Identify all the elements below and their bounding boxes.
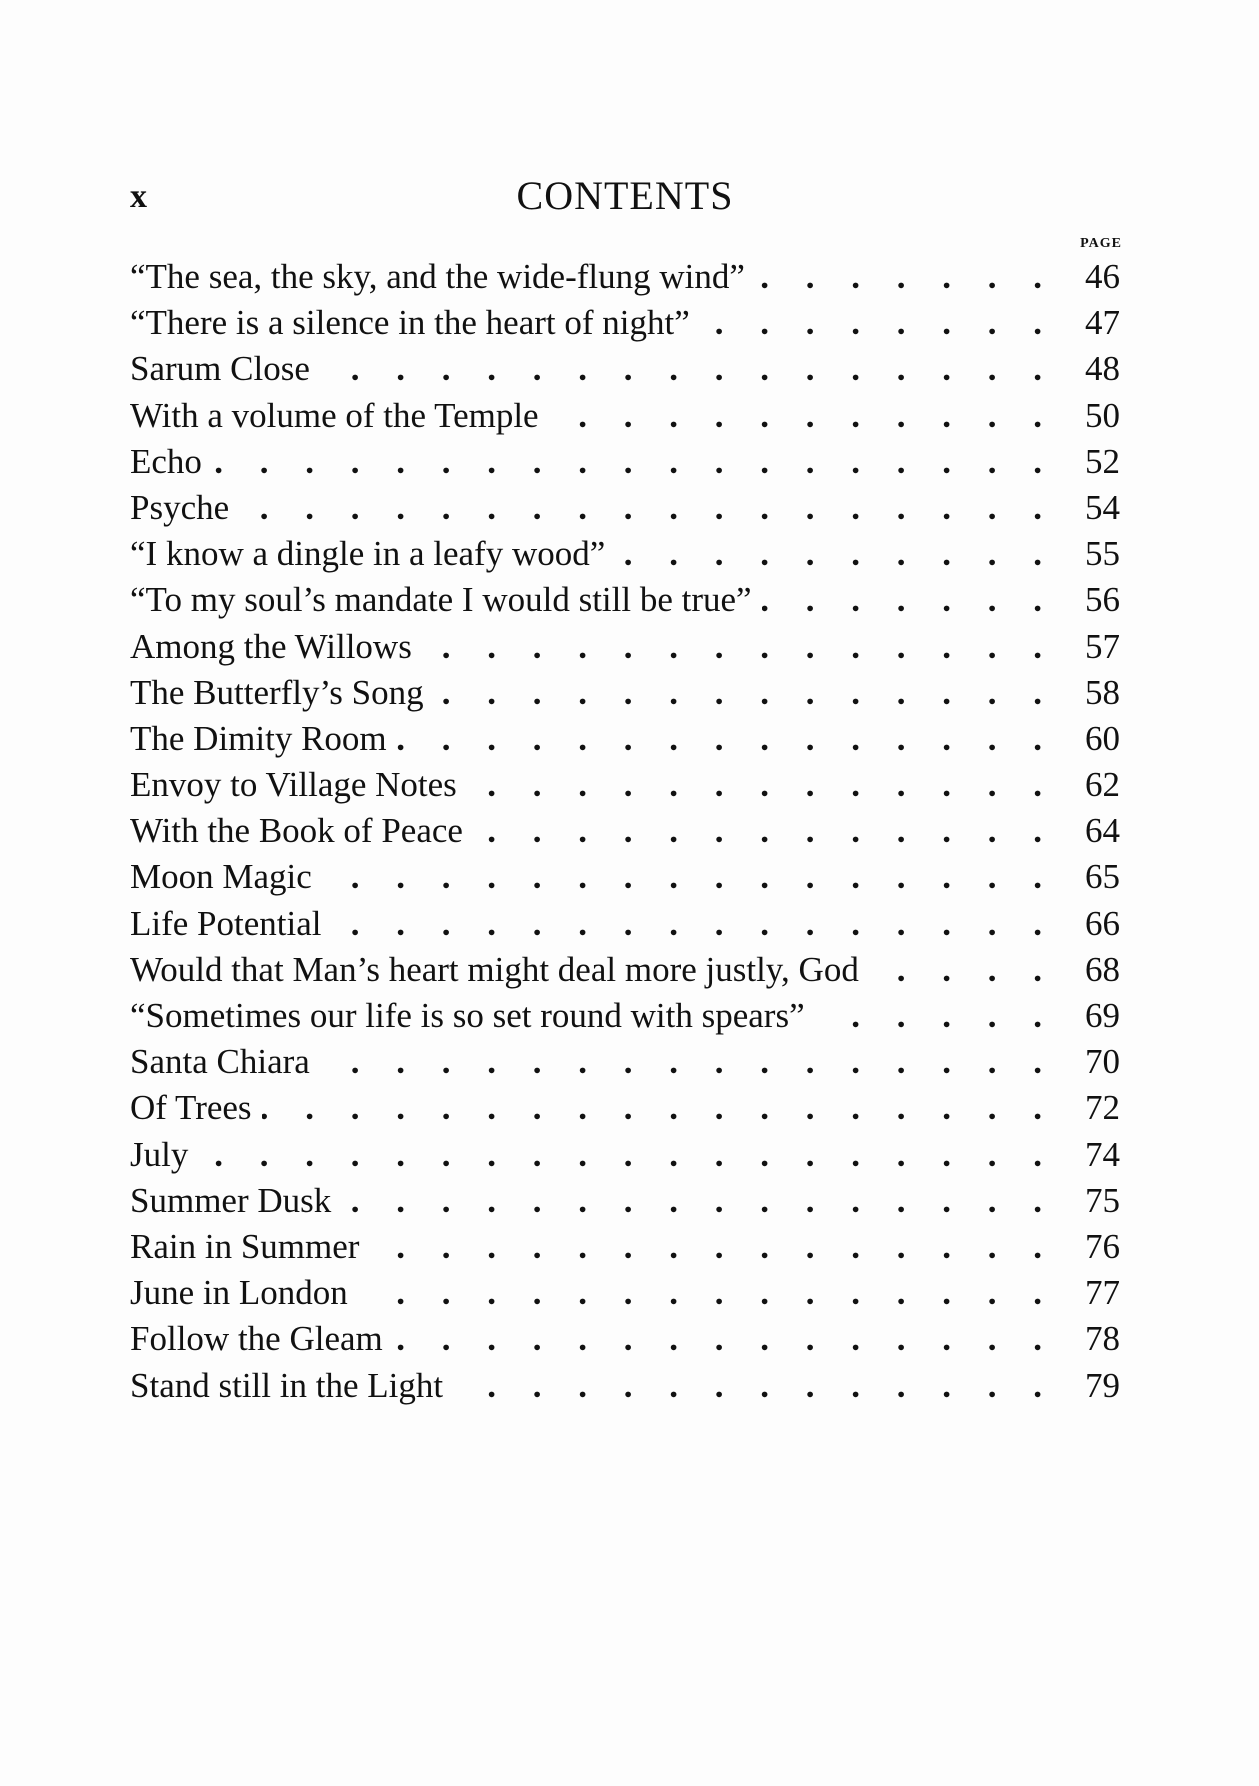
toc-entry-page: 64	[1085, 811, 1120, 851]
dot-leader	[320, 346, 1056, 392]
toc-entry-title: Echo	[130, 441, 202, 481]
toc-entry	[130, 670, 1120, 716]
toc-entry	[130, 439, 1120, 485]
toc-entry	[130, 393, 1120, 439]
dot-leader	[549, 393, 1056, 439]
toc-entry	[130, 1039, 1120, 1085]
dot-leader	[815, 993, 1056, 1039]
toc-entry-page: 66	[1085, 903, 1120, 943]
toc-entry-title: Psyche	[130, 487, 230, 527]
dot-leader	[341, 1178, 1056, 1224]
toc-entry-page: 78	[1085, 1319, 1120, 1359]
toc-entry-page: 68	[1085, 949, 1120, 989]
toc-entry	[130, 1085, 1120, 1131]
toc-entry-title: “I know a dingle in a leafy wood”	[130, 534, 606, 574]
toc-entry-page: 54	[1085, 487, 1120, 527]
table-of-contents	[130, 254, 1120, 1409]
toc-entry-title: Moon Magic	[130, 857, 312, 897]
toc-entry-page: 46	[1085, 257, 1120, 296]
dot-leader	[369, 1224, 1056, 1270]
toc-entry-title: Life Potential	[130, 903, 322, 943]
toc-entry-page: 60	[1085, 718, 1120, 758]
toc-entry-title: “There is a silence in the heart of night”	[130, 303, 690, 343]
dot-leader	[262, 1085, 1056, 1131]
dot-leader	[467, 762, 1056, 808]
toc-entry-page: 47	[1085, 303, 1120, 343]
toc-entry	[130, 346, 1120, 392]
toc-entry-page: 65	[1085, 857, 1120, 897]
toc-entry-title: Santa Chiara	[130, 1042, 310, 1082]
toc-entry	[130, 624, 1120, 670]
toc-entry-page: 62	[1085, 765, 1120, 805]
toc-entry-page: 58	[1085, 672, 1120, 712]
toc-entry-title: The Butterfly’s Song	[130, 672, 424, 712]
toc-entry-title: With a volume of the Temple	[130, 395, 539, 435]
toc-entry	[130, 577, 1120, 623]
dot-leader	[434, 670, 1056, 716]
toc-entry-title: Of Trees	[130, 1088, 252, 1128]
toc-entry-title: “To my soul’s mandate I would still be true”	[130, 580, 752, 620]
toc-entry	[130, 300, 1120, 346]
page-number: x	[130, 178, 147, 215]
toc-entry	[130, 901, 1120, 947]
toc-entry	[130, 1363, 1120, 1409]
toc-entry-title: Summer Dusk	[130, 1180, 332, 1220]
toc-entry	[130, 1178, 1120, 1224]
toc-entry-page: 52	[1085, 441, 1120, 481]
toc-entry	[130, 762, 1120, 808]
dot-leader	[322, 854, 1056, 900]
toc-entry-title: “Sometimes our life is so set round with spears”	[130, 996, 805, 1035]
toc-entry-page: 72	[1085, 1088, 1120, 1128]
dot-leader	[700, 300, 1056, 346]
toc-entry	[130, 808, 1120, 854]
toc-entry-page: 48	[1085, 349, 1120, 389]
dot-leader	[755, 254, 1056, 300]
toc-entry	[130, 993, 1120, 1039]
toc-entry-page: 79	[1085, 1365, 1120, 1405]
toc-entry-page: 76	[1085, 1226, 1120, 1266]
dot-leader	[869, 947, 1056, 993]
toc-entry-page: 57	[1085, 626, 1120, 666]
toc-entry-page: 70	[1085, 1042, 1120, 1082]
page-column-label: PAGE	[1080, 236, 1122, 251]
toc-entry-page: 77	[1085, 1273, 1120, 1313]
toc-entry-title: July	[130, 1134, 189, 1174]
dot-leader	[762, 577, 1056, 623]
dot-leader	[393, 1316, 1056, 1362]
toc-entry	[130, 1132, 1120, 1178]
page-title: CONTENTS	[516, 173, 734, 218]
dot-leader	[453, 1363, 1056, 1409]
toc-entry	[130, 1316, 1120, 1362]
dot-leader	[615, 531, 1056, 577]
toc-entry-page: 75	[1085, 1180, 1120, 1220]
toc-entry-page: 56	[1085, 580, 1120, 620]
page-header	[130, 172, 1120, 222]
dot-leader	[331, 901, 1056, 947]
dot-leader	[198, 1132, 1056, 1178]
toc-entry-title: Sarum Close	[130, 349, 310, 389]
toc-entry-title: Among the Willows	[130, 626, 412, 666]
toc-entry-page: 55	[1085, 534, 1120, 574]
dot-leader	[397, 716, 1056, 762]
toc-entry	[130, 485, 1120, 531]
toc-entry	[130, 854, 1120, 900]
toc-entry-title: With the Book of Peace	[130, 811, 463, 851]
toc-entry-title: “The sea, the sky, and the wide-flung wind”	[130, 257, 745, 296]
toc-entry	[130, 254, 1120, 300]
dot-leader	[473, 808, 1056, 854]
toc-entry	[130, 716, 1120, 762]
toc-entry-title: Stand still in the Light	[130, 1365, 444, 1405]
dot-leader	[239, 485, 1056, 531]
toc-entry-page: 74	[1085, 1134, 1120, 1174]
toc-entry-title: The Dimity Room	[130, 718, 387, 758]
toc-entry	[130, 947, 1120, 993]
toc-entry-title: June in London	[130, 1273, 348, 1313]
toc-entry	[130, 1224, 1120, 1270]
toc-entry-title: Follow the Gleam	[130, 1319, 383, 1359]
dot-leader	[358, 1270, 1056, 1316]
toc-entry	[130, 1270, 1120, 1316]
toc-entry-title: Envoy to Village Notes	[130, 765, 457, 805]
toc-entry-page: 50	[1085, 395, 1120, 435]
toc-entry-title: Rain in Summer	[130, 1226, 360, 1266]
toc-entry-title: Would that Man’s heart might deal more justly, God	[130, 949, 859, 989]
dot-leader	[320, 1039, 1056, 1085]
toc-entry	[130, 531, 1120, 577]
dot-leader	[212, 439, 1056, 485]
toc-entry-page: 69	[1085, 996, 1120, 1035]
dot-leader	[422, 624, 1056, 670]
